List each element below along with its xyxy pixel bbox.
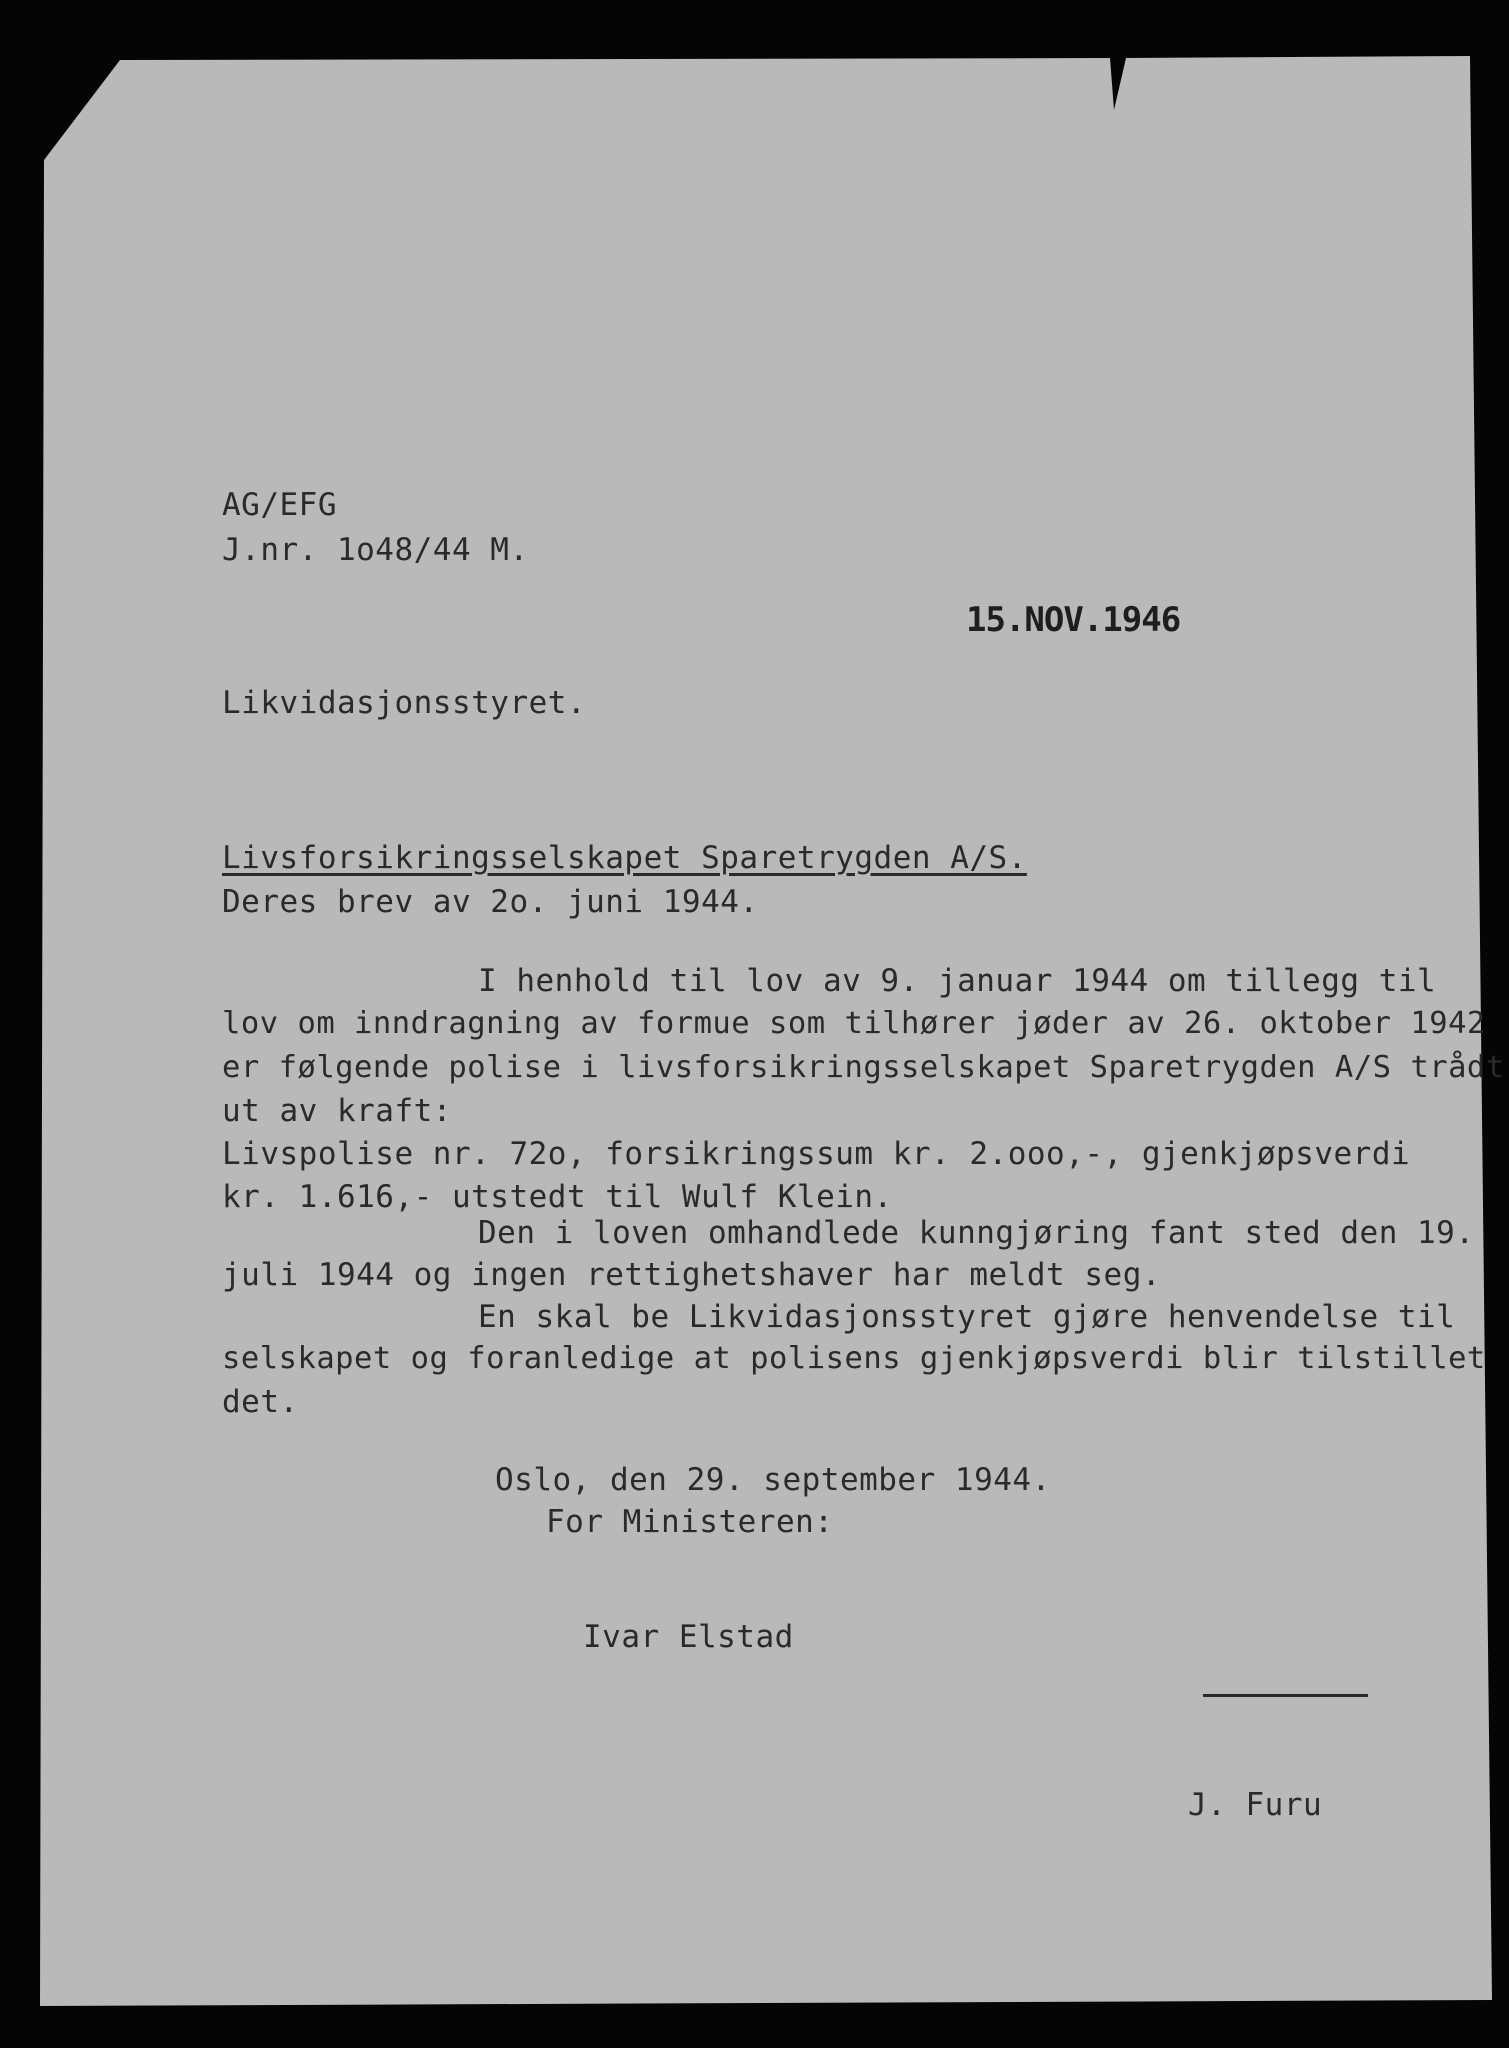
body-line: kr. 1.616,- utstedt til Wulf Klein. (222, 1179, 893, 1215)
secondary-signatory: J. Furu (1188, 1787, 1323, 1823)
body-line: Den i loven omhandlede kunngjøring fant sted den 19. (478, 1215, 1475, 1251)
body-line: Livspolise nr. 72o, forsikringssum kr. 2.ooo,-, gjenkjøpsverdi (222, 1136, 1411, 1172)
closing-place-date: Oslo, den 29. september 1944. (495, 1462, 1051, 1498)
body-line: lov om inndragning av formue som tilhører jøder av 26. oktober 1942 (222, 1006, 1486, 1041)
received-date-stamp: 15.NOV.1946 (966, 600, 1181, 640)
signature-rule (1203, 1694, 1368, 1697)
journal-number: J.nr. 1o48/44 M. (222, 532, 529, 568)
signatory-name: Ivar Elstad (583, 1619, 794, 1655)
body-line: det. (222, 1384, 299, 1420)
body-line: selskapet og foranledige at polisens gjenkjøpsverdi blir tilstillet (222, 1341, 1486, 1376)
body-line: er følgende polise i livsforsikringsselskapet Sparetrygden A/S trådt (222, 1050, 1505, 1085)
ref-initials: AG/EFG (222, 487, 337, 523)
recipient-line: Likvidasjonsstyret. (222, 685, 587, 721)
subject-title: Livsforsikringsselskapet Sparetrygden A/S. (222, 840, 1027, 876)
closing-for-line: For Ministeren: (546, 1504, 834, 1540)
body-line: I henhold til lov av 9. januar 1944 om tillegg til (478, 963, 1437, 999)
body-line: juli 1944 og ingen rettighetshaver har meldt seg. (222, 1257, 1162, 1293)
body-line: ut av kraft: (222, 1093, 452, 1129)
body-line: En skal be Likvidasjonsstyret gjøre henvendelse til (478, 1299, 1456, 1335)
subject-reference: Deres brev av 2o. juni 1944. (222, 884, 759, 920)
